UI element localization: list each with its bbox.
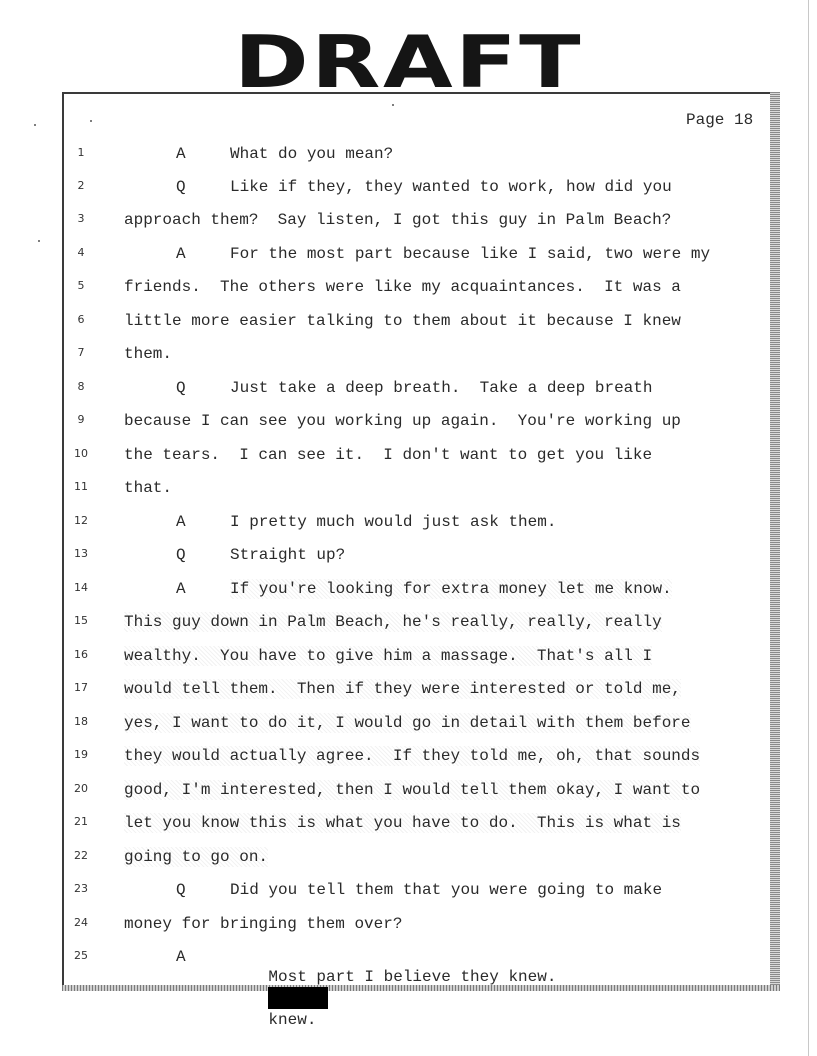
scan-edge-line bbox=[808, 0, 809, 1056]
transcript-text-after-redaction: knew. bbox=[268, 1011, 317, 1029]
line-number: 8 bbox=[77, 380, 85, 393]
line-number: 20 bbox=[74, 782, 88, 795]
transcript-line: approach them? Say listen, I got this guy in Palm Beach? bbox=[124, 211, 672, 229]
line-number: 22 bbox=[74, 849, 88, 862]
line-number: 23 bbox=[74, 882, 88, 895]
line-number: 17 bbox=[74, 681, 88, 694]
line-number: 3 bbox=[77, 212, 85, 225]
transcript-line: Just take a deep breath. Take a deep breath bbox=[230, 379, 653, 397]
line-number: 19 bbox=[74, 748, 88, 761]
transcript-line: good, I'm interested, then I would tell them okay, I want to bbox=[124, 781, 701, 799]
draft-stamp: DRAFT bbox=[233, 20, 584, 104]
scan-speck bbox=[90, 120, 92, 122]
transcript-line: Did you tell them that you were going to make bbox=[230, 881, 663, 899]
transcript-line: friends. The others were like my acquaintances. It was a bbox=[124, 278, 681, 296]
line-number: 12 bbox=[74, 514, 88, 527]
line-number: 25 bbox=[74, 949, 88, 962]
scan-speck bbox=[38, 240, 40, 242]
transcript-line: I pretty much would just ask them. bbox=[230, 513, 557, 531]
speaker-label: A bbox=[176, 145, 186, 163]
line-number: 2 bbox=[77, 179, 85, 192]
speaker-label: Q bbox=[176, 178, 186, 196]
transcript-line: they would actually agree. If they told me, oh, that sounds bbox=[124, 747, 701, 765]
scan-speck bbox=[34, 124, 36, 126]
line-number: 1 bbox=[77, 146, 85, 159]
transcript-line: Straight up? bbox=[230, 546, 346, 564]
line-number: 15 bbox=[74, 614, 88, 627]
scan-speck bbox=[392, 104, 394, 106]
transcript-line: little more easier talking to them about it because I knew bbox=[124, 312, 681, 330]
line-number: 16 bbox=[74, 648, 88, 661]
transcript-line: This guy down in Palm Beach, he's really, really, really bbox=[124, 613, 662, 631]
line-number: 7 bbox=[77, 346, 85, 359]
speaker-label: Q bbox=[176, 379, 186, 397]
line-number: 9 bbox=[77, 413, 85, 426]
transcript-line: yes, I want to do it, I would go in detail with them before bbox=[124, 714, 691, 732]
transcript-line: the tears. I can see it. I don't want to get you like bbox=[124, 446, 653, 464]
transcript-line: going to go on. bbox=[124, 848, 269, 866]
transcript-line: because I can see you working up again. You're working up bbox=[124, 412, 681, 430]
transcript-line bbox=[230, 947, 556, 1050]
speaker-label: Q bbox=[176, 881, 186, 899]
line-number: 4 bbox=[77, 246, 85, 259]
page-number: Page 18 bbox=[686, 111, 754, 129]
line-number: 14 bbox=[74, 581, 88, 594]
transcript-line: let you know this is what you have to do. This is what is bbox=[124, 814, 681, 832]
line-number: 11 bbox=[74, 480, 88, 493]
line-number: 10 bbox=[74, 447, 88, 460]
speaker-label: A bbox=[176, 245, 186, 263]
transcript-line: If you're looking for extra money let me know. bbox=[230, 580, 672, 598]
transcript-line: them. bbox=[124, 345, 173, 363]
line-number: 6 bbox=[77, 313, 85, 326]
frame-right-edge bbox=[770, 92, 780, 991]
speaker-label: Q bbox=[176, 546, 186, 564]
redaction-block bbox=[268, 987, 328, 1009]
transcript-line: that. bbox=[124, 479, 173, 497]
line-number: 21 bbox=[74, 815, 88, 828]
transcript-line: Like if they, they wanted to work, how did you bbox=[230, 178, 672, 196]
line-number: 13 bbox=[74, 547, 88, 560]
transcript-line: What do you mean? bbox=[230, 145, 394, 163]
transcript-line: For the most part because like I said, two were my bbox=[230, 245, 711, 263]
line-number: 24 bbox=[74, 916, 88, 929]
transcript-line: wealthy. You have to give him a massage. That's all I bbox=[124, 647, 653, 665]
transcript-line: would tell them. Then if they were interested or told me, bbox=[124, 680, 681, 698]
speaker-label: A bbox=[176, 580, 186, 598]
speaker-label: A bbox=[176, 948, 186, 966]
transcript-line: money for bringing them over? bbox=[124, 915, 403, 933]
transcript-text-before-redaction: Most part I believe they knew. bbox=[268, 968, 557, 986]
speaker-label: A bbox=[176, 513, 186, 531]
line-number: 18 bbox=[74, 715, 88, 728]
line-number: 5 bbox=[77, 279, 85, 292]
